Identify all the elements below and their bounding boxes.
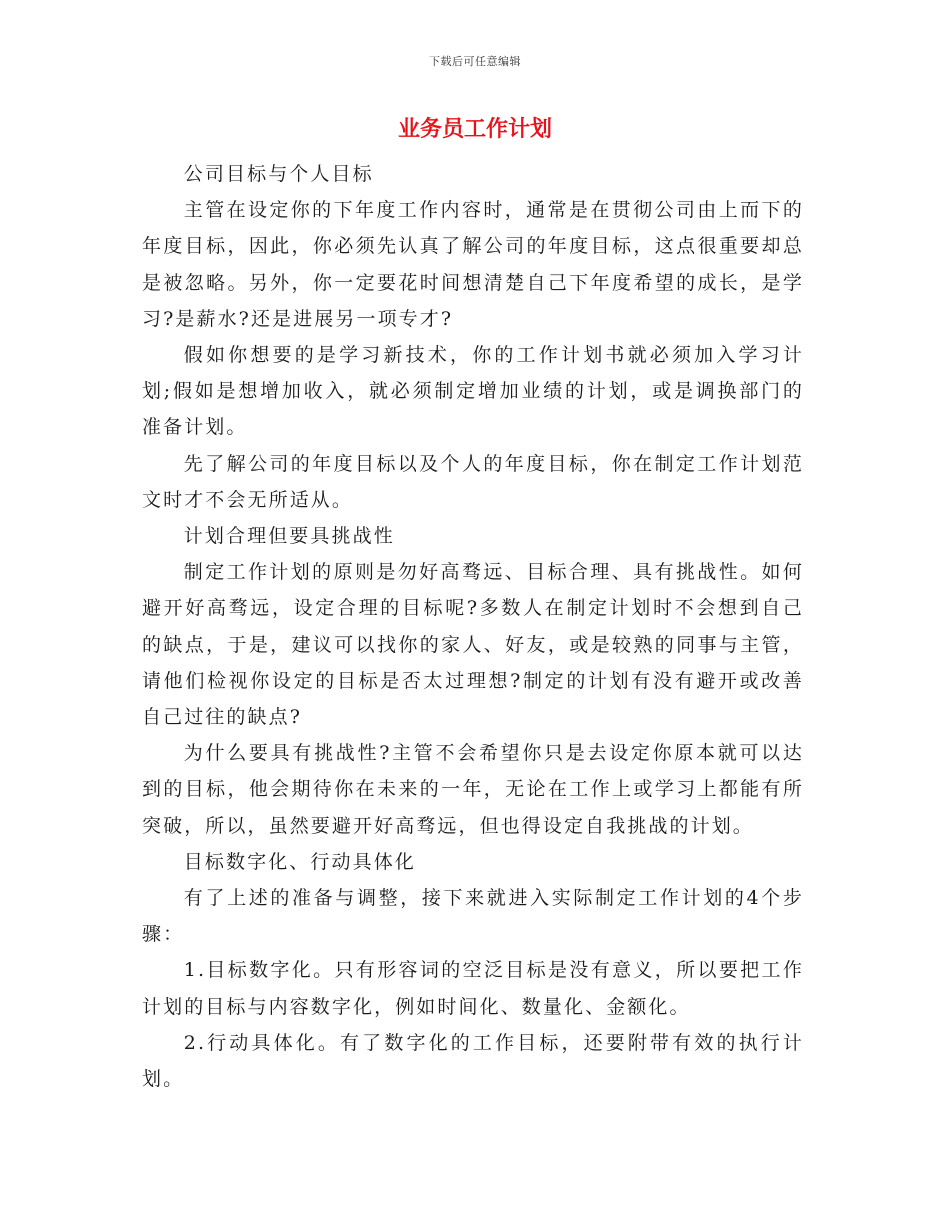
paragraph: 为什么要具有挑战性?主管不会希望你只是去设定你原本就可以达到的目标，他会期待你在未来的一年，无论在工作上或学习上都能有所突破，所以，虽然要避开好高骛远，但也得设定自我挑战的计划。 <box>142 742 804 837</box>
list-item: 1.目标数字化。只有形容词的空泛目标是没有意义，所以要把工作计划的目标与内容数字化，例如时间化、数量化、金额化。 <box>142 959 804 1018</box>
paragraph: 假如你想要的是学习新技术，你的工作计划书就必须加入学习计划;假如是想增加收入，就必须制定增加业绩的计划，或是调换部门的准备计划。 <box>142 344 804 439</box>
list-item: 2.行动具体化。有了数字化的工作目标，还要附带有效的执行计划。 <box>142 1031 804 1091</box>
section-heading-challenge: 计划合理但要具挑战性 <box>183 525 395 548</box>
document-body <box>142 156 804 1097</box>
section-heading-goals: 公司目标与个人目标 <box>183 163 374 185</box>
paragraph: 主管在设定你的下年度工作内容时，通常是在贯彻公司由上而下的年度目标，因此，你必须先认真了解公司的年度目标，这点很重要却总是被忽略。另外，你一定要花时间想清楚自己下年度希望的成长，是学习?是薪水?还是进展另一项专才? <box>142 199 804 330</box>
section-heading-digitize: 目标数字化、行动具体化 <box>183 850 416 873</box>
header-note: 下载后可任意编辑 <box>429 55 521 68</box>
paragraph: 制定工作计划的原则是勿好高骛远、目标合理、具有挑战性。如何避开好高骛远，设定合理的目标呢?多数人在制定计划时不会想到自己的缺点，于是，建议可以找你的家人、好友，或是较熟的同事与主管，请他们检视你设定的目标是否太过理想?制定的计划有没有避开或改善自己过往的缺点? <box>142 561 804 729</box>
paragraph: 先了解公司的年度目标以及个人的年度目标，你在制定工作计划范文时才不会无所适从。 <box>142 452 804 511</box>
paragraph: 有了上述的准备与调整，接下来就进入实际制定工作计划的4个步骤： <box>142 887 804 946</box>
document-title: 业务员工作计划 <box>397 117 552 142</box>
